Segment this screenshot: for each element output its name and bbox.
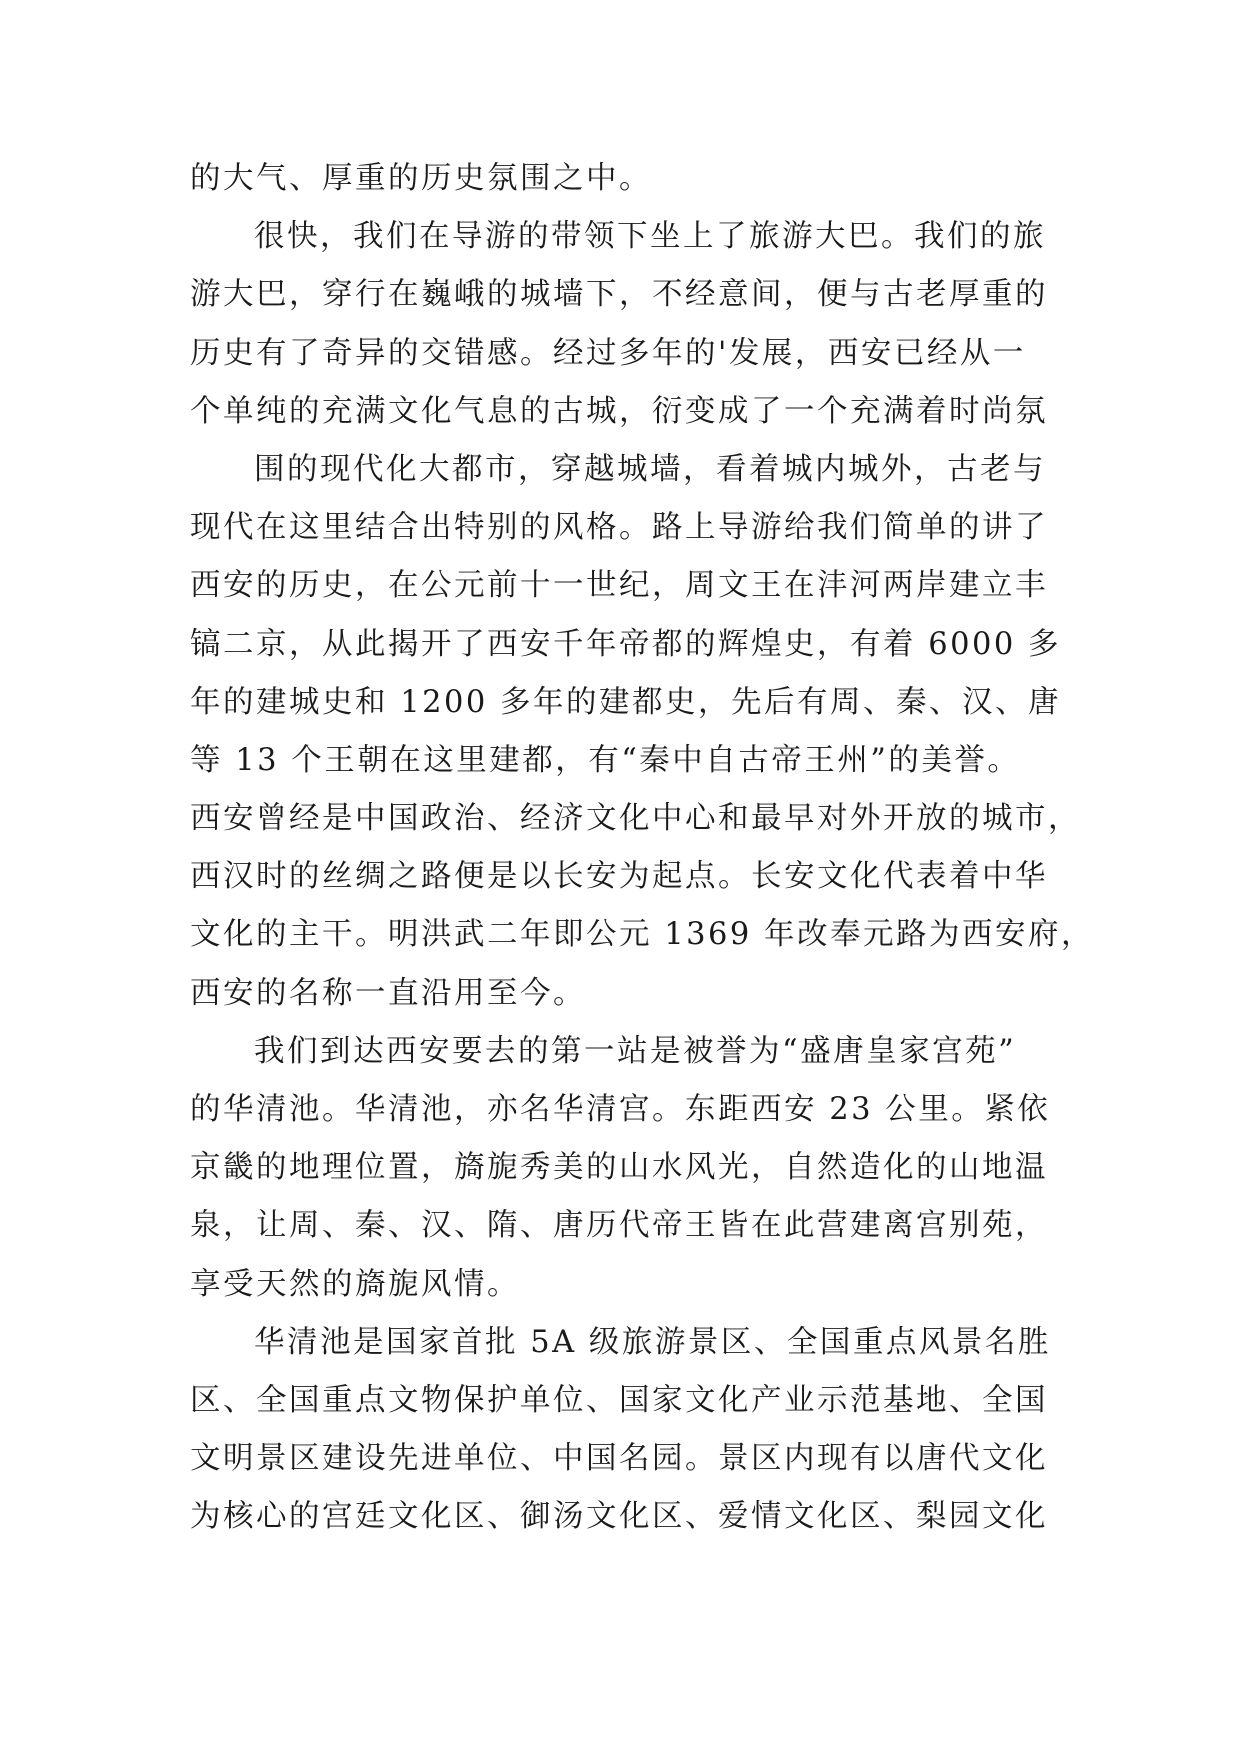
text-line: 泉，让周、秦、汉、隋、唐历代帝王皆在此营建离宫别苑， — [190, 1208, 1048, 1244]
text-line: 西安的名称一直沿用至今。 — [190, 975, 586, 1011]
text-line: 镐二京，从此揭开了西安千年帝都的辉煌史，有着 6000 多 — [190, 626, 1062, 662]
text-line: 华清池是国家首批 5A 级旅游景区、全国重点风景名胜 — [254, 1324, 1051, 1360]
text-line: 区、全国重点文物保护单位、国家文化产业示范基地、全国 — [190, 1382, 1048, 1418]
text-line: 我们到达西安要去的第一站是被誉为“盛唐皇家宫苑” — [254, 1033, 1017, 1069]
text-line: 西汉时的丝绸之路便是以长安为起点。长安文化代表着中华 — [190, 859, 1048, 895]
text-line: 年的建城史和 1200 多年的建都史，先后有周、秦、汉、唐 — [190, 684, 1062, 720]
text-line: 京畿的地理位置，旖旎秀美的山水风光，自然造化的山地温 — [190, 1150, 1048, 1186]
document-body — [190, 150, 1095, 1547]
text-line: 游大巴，穿行在巍峨的城墙下，不经意间，便与古老厚重的 — [190, 277, 1048, 313]
text-line: 个单纯的充满文化气息的古城，衍变成了一个充满着时尚氛 — [190, 393, 1048, 429]
text-line: 现代在这里结合出特别的风格。路上导游给我们简单的讲了 — [190, 510, 1048, 546]
text-line: 文化的主干。明洪武二年即公元 1369 年改奉元路为西安府， — [190, 917, 1095, 953]
text-line: 为核心的宫廷文化区、御汤文化区、爱情文化区、梨园文化 — [190, 1499, 1048, 1535]
text-line: 的大气、厚重的历史氛围之中。 — [190, 161, 652, 196]
text-line: 西安曾经是中国政治、经济文化中心和最早对外开放的城市， — [190, 801, 1081, 837]
text-line: 等 13 个王朝在这里建都，有“秦中自古帝王州”的美誉。 — [190, 742, 1021, 778]
text-line: 文明景区建设先进单位、中国名园。景区内现有以唐代文化 — [190, 1441, 1048, 1477]
text-line: 围的现代化大都市，穿越城墙，看着城内城外，古老与 — [254, 451, 1046, 487]
text-line: 历史有了奇异的交错感。经过多年的'发展，西安已经从一 — [190, 335, 1026, 371]
text-line: 很快，我们在导游的带领下坐上了旅游大巴。我们的旅 — [254, 219, 1046, 255]
text-line: 西安的历史，在公元前十一世纪，周文王在沣河两岸建立丰 — [190, 568, 1048, 604]
text-line: 享受天然的旖旎风情。 — [190, 1266, 520, 1302]
text-line: 的华清池。华清池，亦名华清宫。东距西安 23 公里。紧依 — [190, 1092, 1051, 1127]
